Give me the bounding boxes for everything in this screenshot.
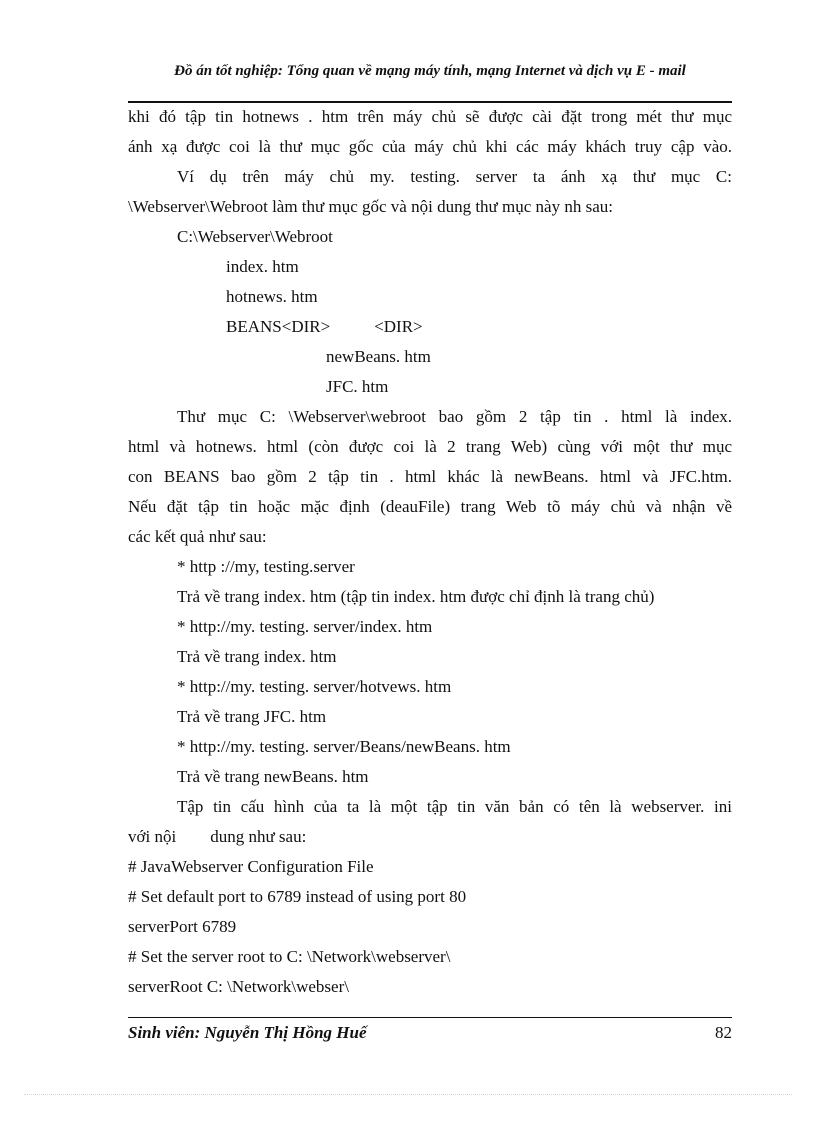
paragraph-3-line-3: con BEANS bao gồm 2 tập tin . html khác là newBeans. html và JFC.htm. [128, 467, 732, 486]
config-line-4: # Set the server root to C: \Network\webserver\ [128, 947, 451, 966]
url-result-2: Trả về trang index. htm [177, 647, 337, 666]
paragraph-4-line-2 [128, 822, 732, 852]
tree-item-jfc: JFC. htm [326, 377, 389, 396]
tree-root: C:\Webserver\Webroot [177, 227, 333, 246]
url-result-3: Trả về trang JFC. htm [177, 707, 327, 726]
page-bottom-border [24, 1094, 792, 1095]
paragraph-1-line-2: ánh xạ được coi là thư mục gốc của máy chủ khi các máy khách truy cập vào. [128, 137, 732, 156]
footer-divider [128, 1017, 732, 1018]
paragraph-4-line-2-end: dung như sau: [210, 827, 307, 846]
paragraph-4-line-1: Tập tin cấu hình của ta là một tập tin văn bản có tên là webserver. ini [177, 797, 732, 816]
config-line-3: serverPort 6789 [128, 917, 237, 936]
paragraph-4-line-2-start: với nội [128, 827, 177, 846]
paragraph-2-line-2: \Webserver\Webroot làm thư mục gốc và nội dung thư mục này nh sau: [128, 197, 613, 216]
config-line-1: # JavaWebserver Configuration File [128, 857, 374, 876]
tree-item-index: index. htm [226, 257, 299, 276]
url-example-3: * http://my. testing. server/hotvews. htm [177, 677, 452, 696]
paragraph-2-line-1: Ví dụ trên máy chủ my. testing. server ta ánh xạ thư mục C: [177, 167, 732, 186]
url-example-1: * http ://my, testing.server [177, 557, 355, 576]
paragraph-1-line-1: khi đó tập tin hotnews . htm trên máy chủ sẽ được cài đặt trong mét thư mục [128, 107, 732, 126]
header-title: Đồ án tốt nghiệp: Tổng quan về mạng máy tính, mạng Internet và dịch vụ E - mail [174, 63, 686, 79]
tree-item-beans [128, 312, 732, 342]
tree-item-hotnews: hotnews. htm [226, 287, 318, 306]
body-text [128, 102, 732, 1002]
config-line-2: # Set default port to 6789 instead of using port 80 [128, 887, 467, 906]
paragraph-3-line-4: Nếu đặt tập tin hoặc mặc định (deauFile) trang Web tõ máy chủ và nhận về [128, 497, 732, 516]
tree-beans-label: BEANS<DIR> [226, 317, 331, 336]
tree-beans-dir: <DIR> [374, 317, 423, 336]
url-result-1: Trả về trang index. htm (tập tin index. htm được chỉ định là trang chủ) [177, 587, 655, 606]
paragraph-3-line-1: Thư mục C: \Webserver\webroot bao gồm 2 tập tin . html là index. [177, 407, 732, 426]
paragraph-3-line-5: các kết quả như sau: [128, 527, 267, 546]
footer-student-name: Sinh viên: Nguyễn Thị Hồng Huế [128, 1023, 367, 1042]
page-number: 82 [715, 1023, 732, 1042]
config-line-5: serverRoot C: \Network\webser\ [128, 977, 349, 996]
url-example-4: * http://my. testing. server/Beans/newBeans. htm [177, 737, 511, 756]
tree-item-newbeans: newBeans. htm [326, 347, 431, 366]
url-example-2: * http://my. testing. server/index. htm [177, 617, 433, 636]
paragraph-3-line-2: html và hotnews. html (còn được coi là 2 trang Web) cùng với một thư mục [128, 437, 732, 456]
url-result-4: Trả về trang newBeans. htm [177, 767, 369, 786]
